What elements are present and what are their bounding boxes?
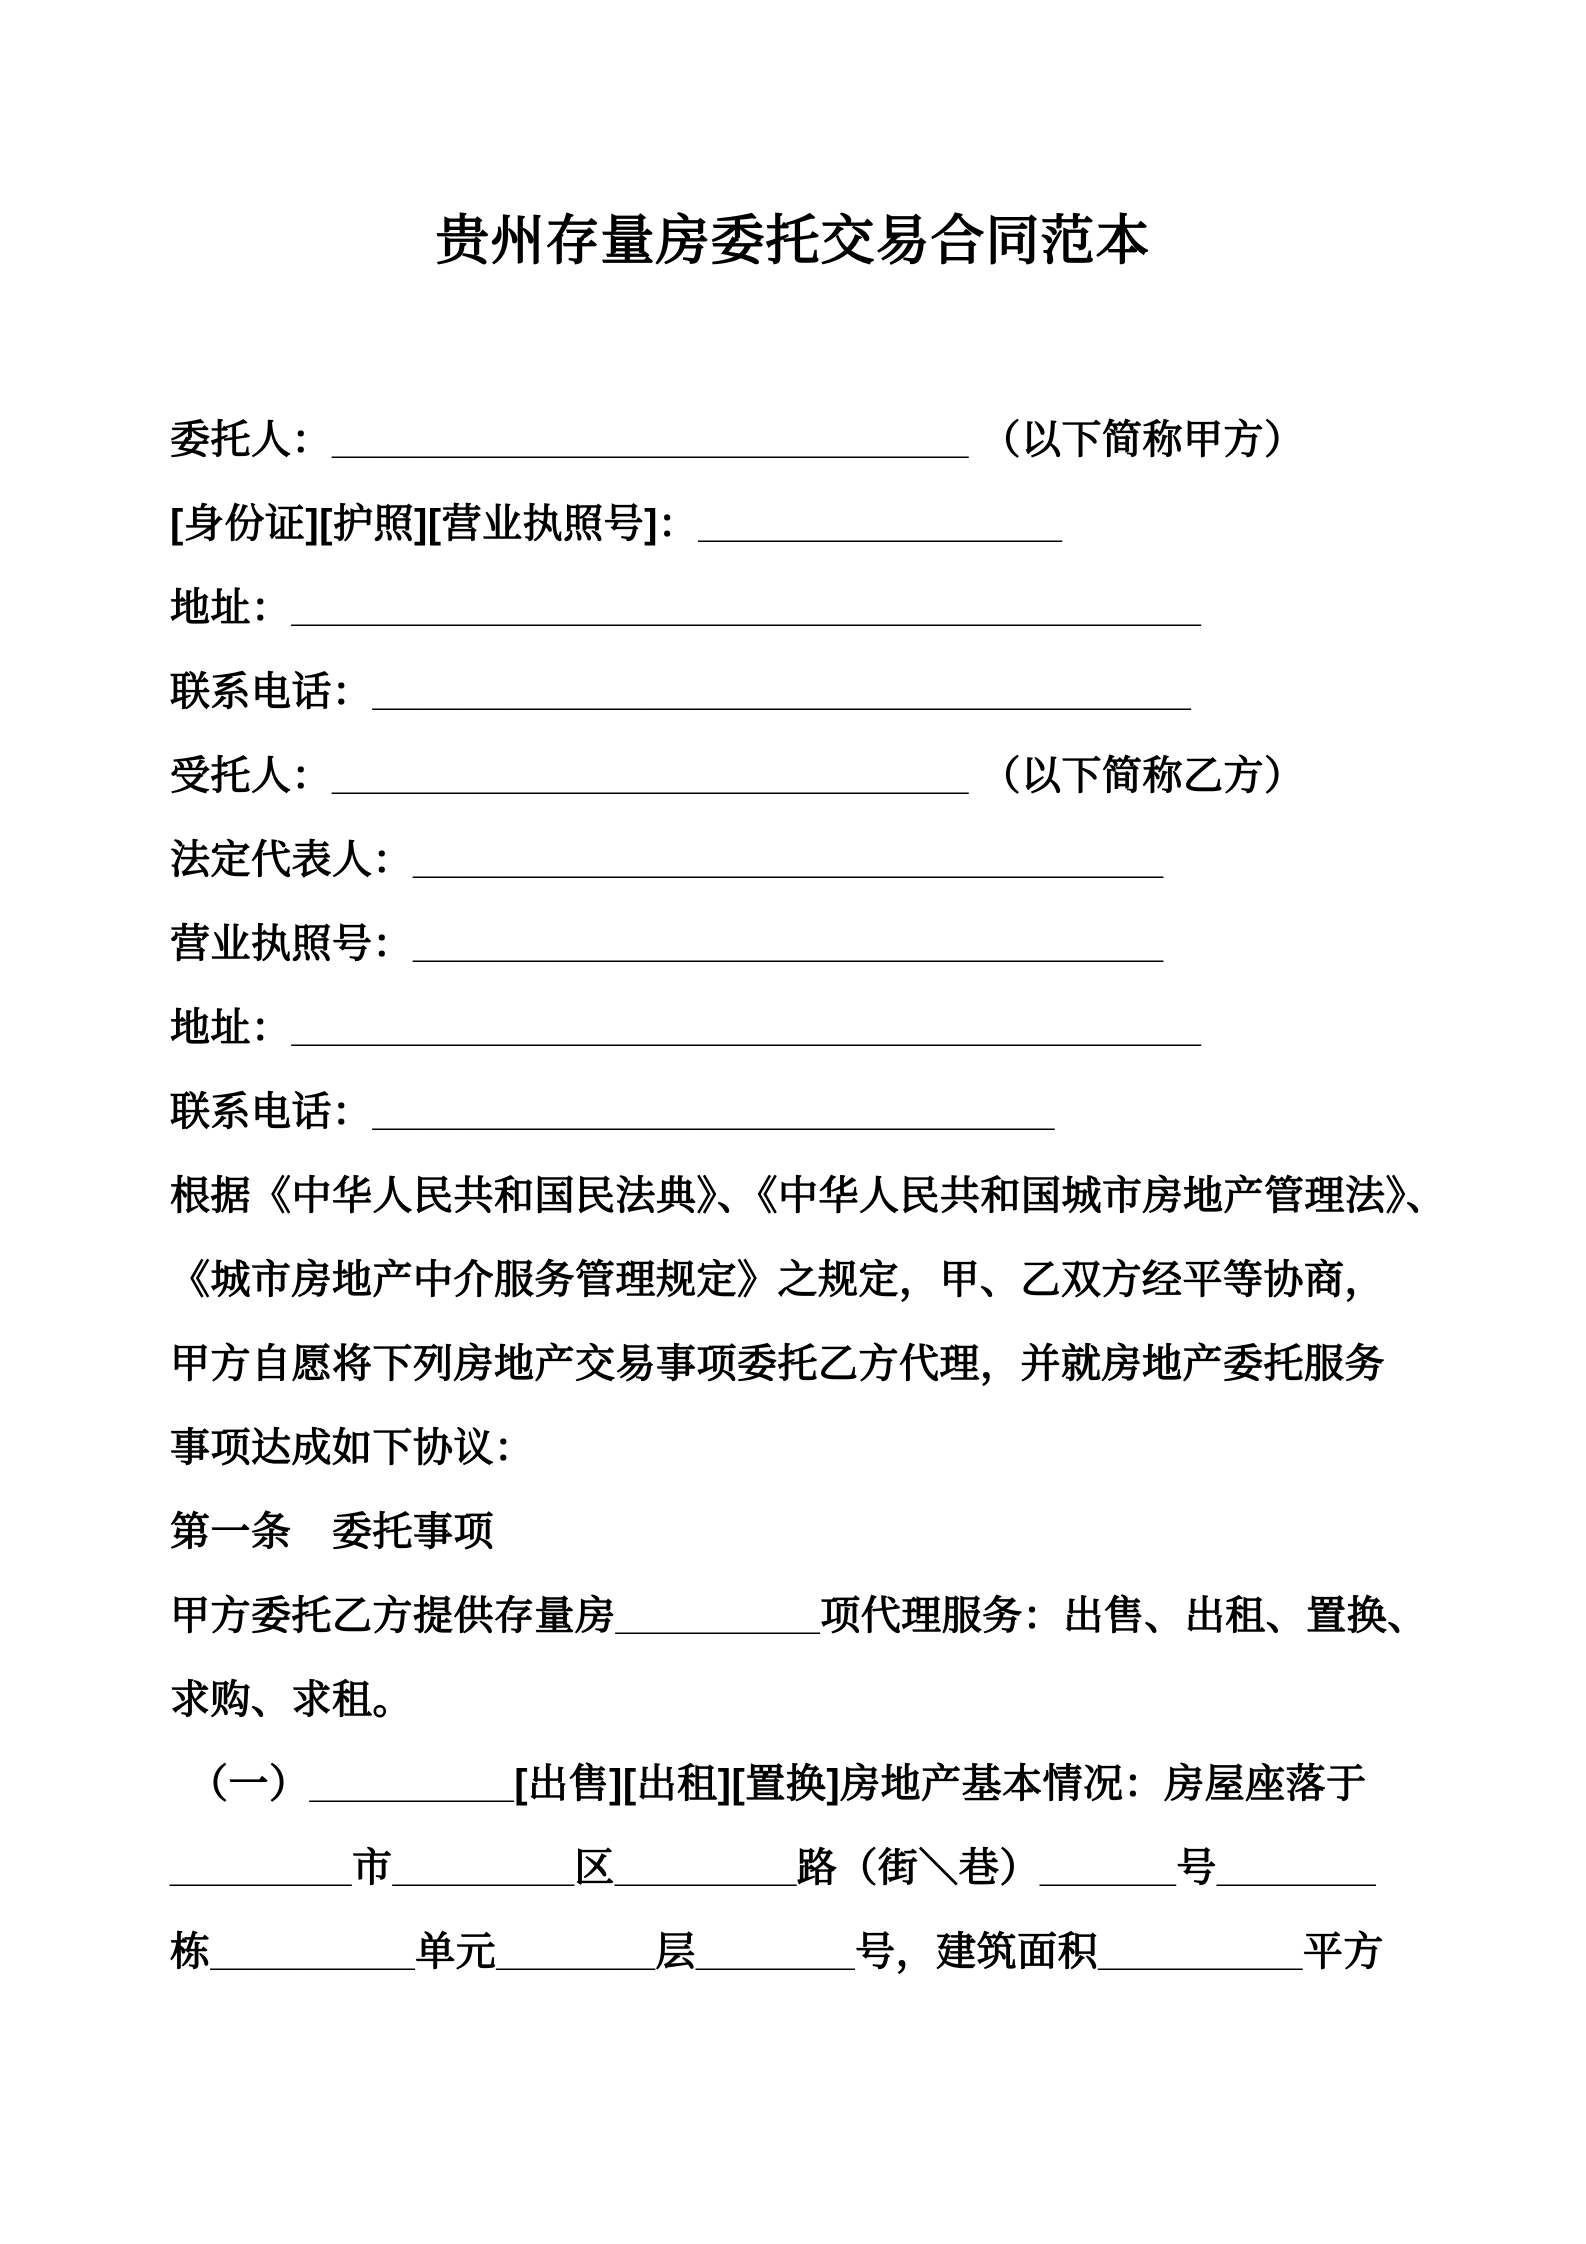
item-1-property-info-1: （一）_________[出售][出租][置换]房地产基本情况：房屋座落于 [188, 1762, 1367, 1806]
line-business-license: 营业执照号：_________________________________ [170, 922, 1164, 966]
line-trustee: 受托人：____________________________ （以下简称乙方） [170, 754, 1305, 798]
line-phone-party-a: 联系电话：____________________________________ [170, 670, 1192, 714]
line-legal-representative: 法定代表人：_________________________________ [170, 838, 1164, 882]
document-title: 贵州存量房委托交易合同范本 [435, 211, 1151, 271]
line-id-passport-license: [身份证][护照][营业执照号]：________________ [170, 502, 1063, 546]
paragraph-legal-basis-3: 甲方自愿将下列房地产交易事项委托乙方代理，并就房地产委托服务 [170, 1342, 1385, 1386]
clause-agency-services-1: 甲方委托乙方提供存量房_________项代理服务：出售、出租、置换、 [170, 1594, 1428, 1638]
paragraph-legal-basis-1: 根据《中华人民共和国民法典》、《中华人民共和国城市房地产管理法》、 [170, 1174, 1447, 1218]
line-address-party-a: 地址：________________________________________ [170, 586, 1202, 630]
line-address-party-b: 地址：________________________________________ [170, 1006, 1202, 1050]
heading-article-1: 第一条 委托事项 [170, 1510, 494, 1554]
item-1-property-info-2: ________市________区________路（街＼巷）______号_______ [170, 1846, 1377, 1890]
line-phone-party-b: 联系电话：______________________________ [170, 1090, 1055, 1134]
paragraph-legal-basis-4: 事项达成如下协议： [170, 1426, 535, 1470]
item-1-property-info-3: 栋_________单元_______层_______号，建筑面积_________平方 [170, 1930, 1384, 1974]
document-body [170, 398, 1447, 1994]
line-principal: 委托人：____________________________ （以下简称甲方） [170, 418, 1305, 462]
paragraph-legal-basis-2: 《城市房地产中介服务管理规定》之规定，甲、乙双方经平等协商， [170, 1258, 1385, 1302]
clause-agency-services-2: 求购、求租。 [170, 1678, 413, 1722]
